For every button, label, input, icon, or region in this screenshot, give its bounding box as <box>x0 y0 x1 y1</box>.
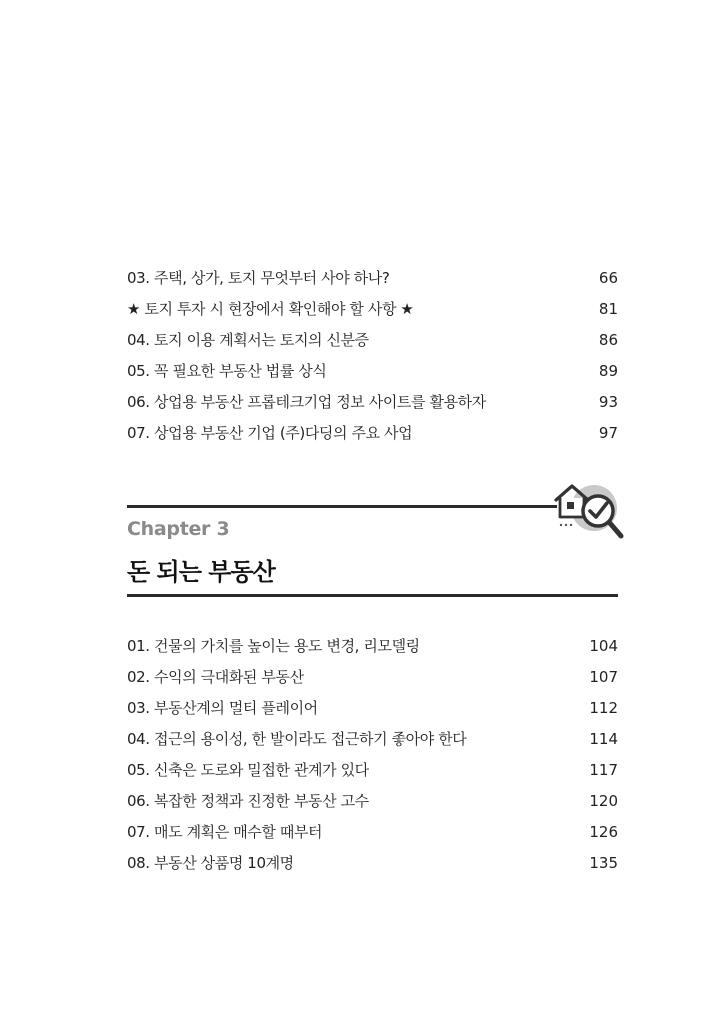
toc-entry <box>127 847 618 878</box>
toc-entry <box>127 417 618 448</box>
toc-entry-title: 04. 토지 이용 계획서는 토지의 신분증 <box>127 331 369 349</box>
toc-entry-page: 126 <box>589 822 618 841</box>
toc-entry-page: 97 <box>598 423 618 442</box>
toc-entry <box>127 630 618 661</box>
toc-entry <box>127 262 618 293</box>
toc-entry-page: 89 <box>598 361 618 380</box>
toc-entry <box>127 692 618 723</box>
toc-entry-title: 01. 건물의 가치를 높이는 용도 변경, 리모델링 <box>127 637 420 655</box>
toc-entry-title: 06. 복잡한 정책과 진정한 부동산 고수 <box>127 792 369 810</box>
toc-entry-page: 93 <box>598 392 618 411</box>
chapter-divider-bottom <box>127 594 618 597</box>
toc-entry-title: 05. 신축은 도로와 밀접한 관계가 있다 <box>127 761 369 779</box>
toc-entry-title: 03. 주택, 상가, 토지 무엇부터 사야 하나? <box>127 269 390 287</box>
toc-entry-title: 07. 매도 계획은 매수할 때부터 <box>127 823 323 841</box>
toc-entry <box>127 661 618 692</box>
toc-entry-page: 81 <box>598 299 618 318</box>
toc-list-previous-chapter <box>127 262 618 448</box>
toc-entry <box>127 754 618 785</box>
toc-entry-title: 08. 부동산 상품명 10계명 <box>127 854 294 872</box>
toc-entry-page: 66 <box>598 268 618 287</box>
toc-entry-page: 104 <box>589 636 618 655</box>
toc-entry <box>127 386 618 417</box>
toc-entry-title: 06. 상업용 부동산 프롭테크기업 정보 사이트를 활용하자 <box>127 393 486 411</box>
chapter-title: 돈 되는 부동산 <box>127 558 275 586</box>
house-magnifier-check-icon <box>548 470 626 544</box>
toc-entry <box>127 324 618 355</box>
toc-entry-page: 107 <box>589 667 618 686</box>
toc-entry-title: 03. 부동산계의 멀티 플레이어 <box>127 699 318 717</box>
toc-entry-title: 04. 접근의 용이성, 한 발이라도 접근하기 좋아야 한다 <box>127 730 467 748</box>
toc-list-chapter-3 <box>127 630 618 878</box>
toc-entry <box>127 293 618 324</box>
toc-entry-page: 86 <box>598 330 618 349</box>
toc-entry-page: 120 <box>589 791 618 810</box>
toc-entry-title: ★ 토지 투자 시 현장에서 확인해야 할 사항 ★ <box>127 300 414 318</box>
toc-entry-title: 02. 수익의 극대화된 부동산 <box>127 668 304 686</box>
toc-entry-page: 135 <box>589 853 618 872</box>
toc-entry-page: 112 <box>589 698 618 717</box>
toc-entry-page: 114 <box>589 729 618 748</box>
toc-entry-page: 117 <box>589 760 618 779</box>
toc-entry-title: 05. 꼭 필요한 부동산 법률 상식 <box>127 362 327 380</box>
toc-entry <box>127 355 618 386</box>
toc-entry <box>127 723 618 754</box>
chapter-number: Chapter 3 <box>127 518 230 540</box>
toc-entry <box>127 785 618 816</box>
toc-entry-title: 07. 상업용 부동산 기업 (주)다딩의 주요 사업 <box>127 424 413 442</box>
chapter-divider-top <box>127 505 557 508</box>
toc-entry <box>127 816 618 847</box>
